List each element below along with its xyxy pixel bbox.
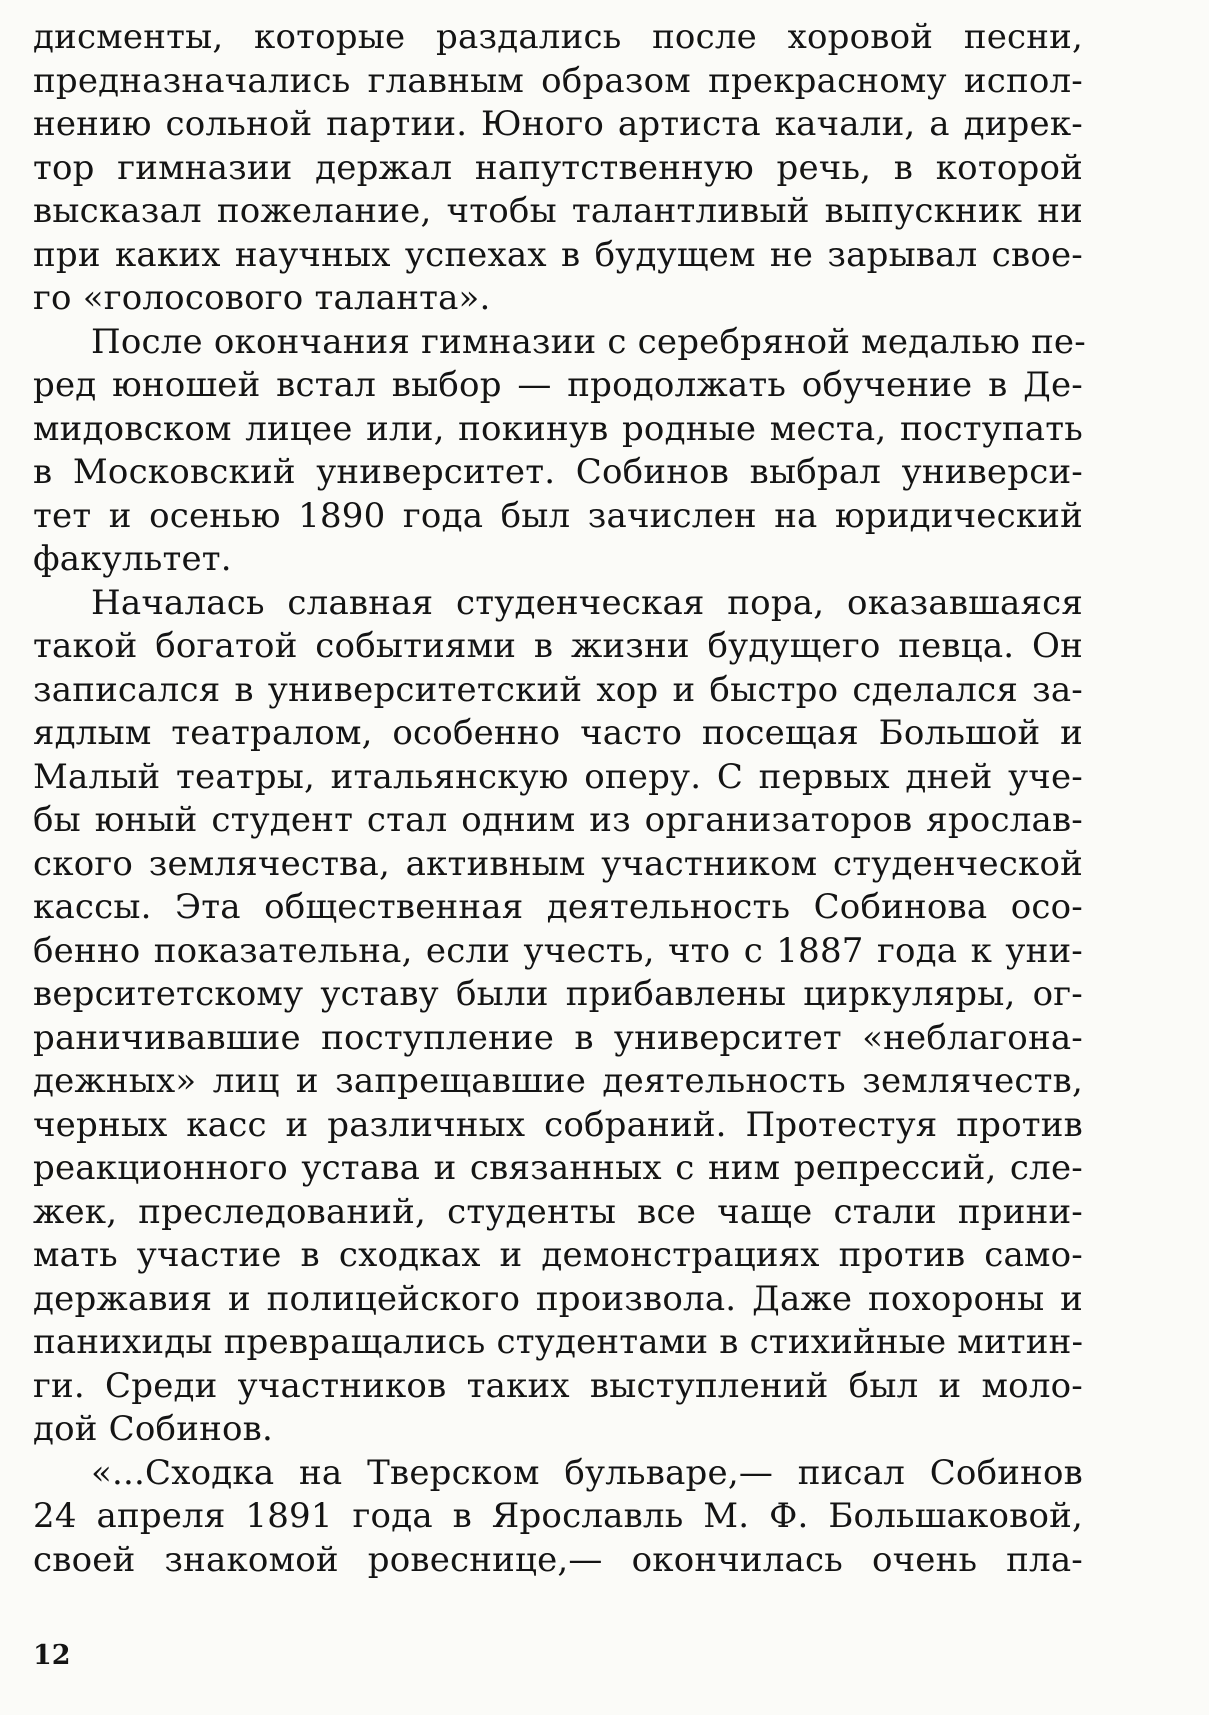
text-line: предназначались главным образом прекрасному испол- [33, 60, 1083, 101]
text-line: мать участие в сходках и демонстрациях против само- [33, 1235, 1083, 1275]
text-line: кассы. Эта общественная деятельность Собинова осо- [33, 887, 1083, 927]
text-line: дежных» лиц и запрещавшие деятельность землячеств, [33, 1061, 1083, 1101]
text-line: жек, преследований, студенты все чаще стали прини- [33, 1191, 1083, 1232]
text-line: ги. Среди участников таких выступлений был и моло- [33, 1365, 1083, 1406]
text-line: мидовском лицее или, покинув родные места, поступать [33, 408, 1083, 449]
text-line: ского землячества, активным участником студенческой [33, 843, 1083, 884]
body-text [33, 16, 1086, 1582]
text-line: верситетскому уставу были прибавлены циркуляры, ог- [33, 974, 1083, 1014]
text-line: бы юный студент стал одним из организаторов ярослав- [33, 800, 1083, 840]
text-line: 24 апреля 1891 года в Ярославль М. Ф. Большаковой, [33, 1496, 1083, 1536]
text-line: После окончания гимназии с серебряной медалью пе- [91, 321, 1086, 362]
text-line: такой богатой событиями в жизни будущего певца. Он [33, 626, 1083, 666]
text-line: державия и полицейского произвола. Даже похороны и [33, 1278, 1083, 1319]
text-line: Малый театры, итальянскую оперу. С первых дней уче- [33, 756, 1083, 797]
text-line: нению сольной партии. Юного артиста качали, а дирек- [33, 104, 1083, 144]
text-line: высказал пожелание, чтобы талантливый выпускник ни [33, 191, 1083, 231]
text-line: при каких научных успехах в будущем не зарывал свое- [33, 234, 1083, 275]
text-line: раничивавшие поступление в университет «неблагона- [33, 1017, 1083, 1058]
text-line: ядлым театралом, особенно часто посещая Большой и [33, 713, 1083, 753]
text-line: реакционного устава и связанных с ним репрессий, сле- [33, 1148, 1083, 1188]
text-line: записался в университетский хор и быстро сделался за- [33, 669, 1083, 710]
text-line: «...Сходка на Тверском бульваре,— писал Собинов [91, 1452, 1083, 1493]
page-number: 12 [33, 1640, 71, 1671]
text-line: бенно показательна, если учесть, что с 1887 года к уни- [33, 930, 1083, 971]
text-line: панихиды превращались студентами в стихийные митин- [33, 1322, 1084, 1362]
text-line: го «голосового таланта». [33, 278, 491, 318]
text-line: дисменты, которые раздались после хоровой песни, [33, 17, 1083, 57]
text-line: ред юношей встал выбор — продолжать обучение в Де- [33, 365, 1083, 405]
text-line: факультет. [33, 539, 232, 579]
text-line: тет и осенью 1890 года был зачислен на юридический [33, 495, 1083, 536]
text-line: Началась славная студенческая пора, оказавшаяся [91, 582, 1083, 623]
text-line: тор гимназии держал напутственную речь, в которой [33, 147, 1083, 188]
text-line: в Московский университет. Собинов выбрал универси- [33, 452, 1083, 492]
text-line: дой Собинов. [33, 1409, 273, 1449]
text-line: своей знакомой ровеснице,— окончилась очень пла- [33, 1539, 1083, 1580]
text-line: черных касс и различных собраний. Протестуя против [33, 1104, 1083, 1145]
